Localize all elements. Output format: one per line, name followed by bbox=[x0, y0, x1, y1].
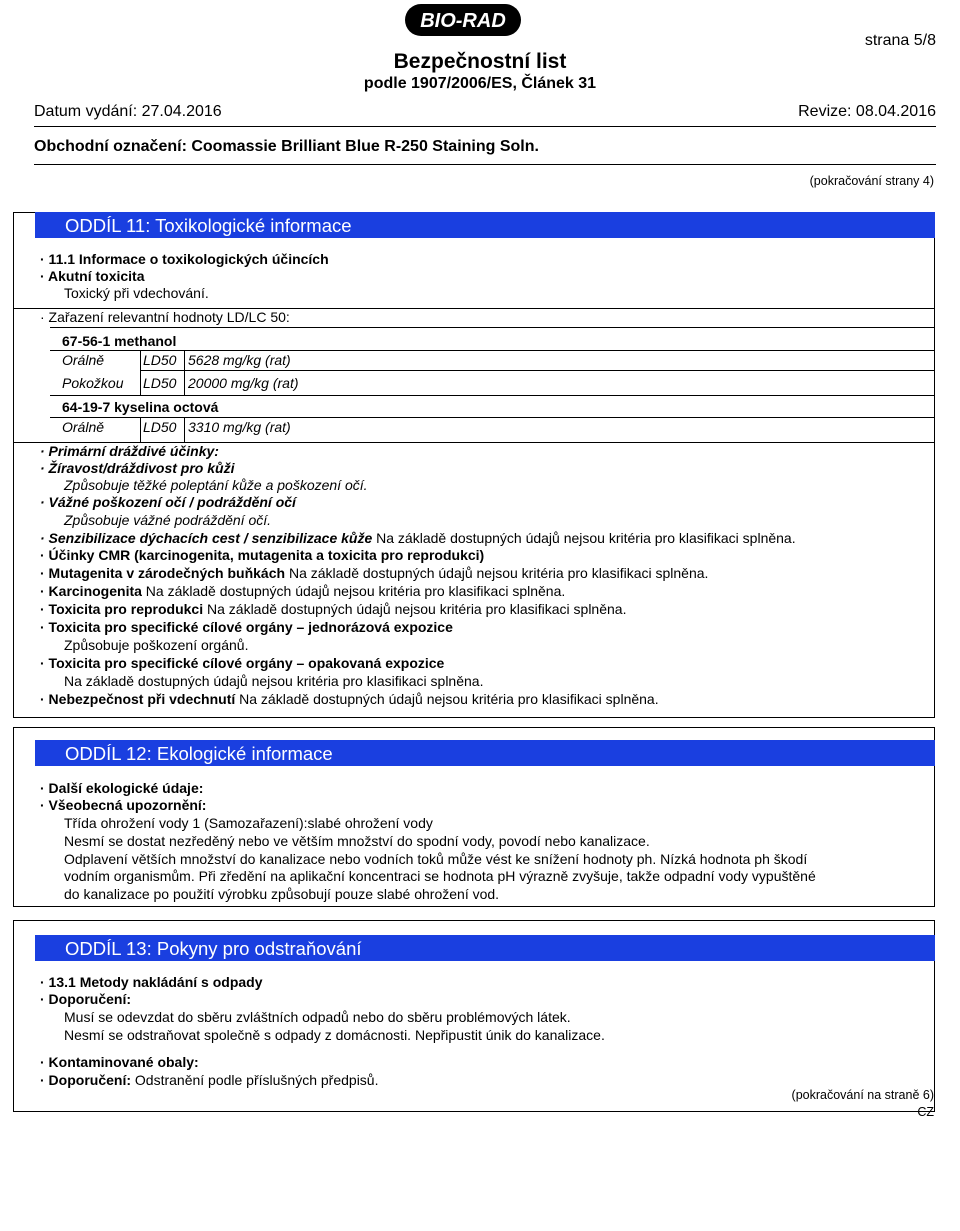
s11-text: Na základě dostupných údajů nejsou kritéria pro klasifikaci splněna. bbox=[203, 601, 627, 617]
value-cell: 5628 mg/kg (rat) bbox=[188, 352, 291, 368]
s13-label: · Doporučení: bbox=[40, 1072, 131, 1088]
s11-label: · Nebezpečnost při vdechnutí bbox=[40, 691, 236, 707]
s11-line: · Žíravost/dráždivost pro kůži bbox=[40, 460, 235, 476]
table-divider bbox=[50, 350, 935, 351]
s11-line: · Toxicita pro specifické cílové orgány – jednorázová expozice bbox=[40, 619, 453, 635]
s11-line bbox=[40, 565, 708, 581]
bio-rad-logo bbox=[404, 3, 522, 37]
s11-line: Na základě dostupných údajů nejsou kritéria pro klasifikaci splněna. bbox=[64, 673, 484, 689]
route-cell: Pokožkou bbox=[62, 375, 124, 391]
s12-line: · Všeobecná upozornění: bbox=[40, 797, 207, 813]
continued-on: (pokračování na straně 6) bbox=[791, 1088, 934, 1102]
language-code: CZ bbox=[917, 1105, 934, 1119]
value-cell: 20000 mg/kg (rat) bbox=[188, 375, 299, 391]
s11-line: · Primární dráždivé účinky: bbox=[40, 443, 219, 459]
s12-line: Třída ohrožení vody 1 (Samozařazení):slabé ohrožení vody bbox=[64, 815, 433, 831]
product-name: Obchodní označení: Coomassie Brilliant Blue R-250 Staining Soln. bbox=[34, 138, 539, 155]
section-12-title: ODDÍL 12: Ekologické informace bbox=[35, 740, 935, 766]
type-cell: LD50 bbox=[143, 419, 177, 435]
page-number: strana 5/8 bbox=[864, 32, 936, 49]
document-header bbox=[0, 0, 960, 170]
toxicity-table-title: · Zařazení relevantní hodnoty LD/LC 50: bbox=[40, 309, 290, 325]
s11-text: Na základě dostupných údajů nejsou kritéria pro klasifikaci splněna. bbox=[372, 530, 796, 546]
s12-line: do kanalizace po použití výrobku způsobují pouze slabé ohrožení vod. bbox=[64, 886, 500, 902]
s11-line bbox=[40, 601, 626, 617]
s11-line: Způsobuje těžké poleptání kůže a poškození očí. bbox=[64, 477, 368, 493]
s11-line bbox=[40, 583, 565, 599]
header-divider bbox=[34, 164, 936, 165]
s11-line: · 11.1 Informace o toxikologických účincích bbox=[40, 251, 329, 267]
s11-text: Na základě dostupných údajů nejsou kritéria pro klasifikaci splněna. bbox=[285, 565, 709, 581]
s13-line: Nesmí se odstraňovat společně s odpady z domácnosti. Nepřipustit únik do kanalizace. bbox=[64, 1027, 605, 1043]
s13-line: · Doporučení: bbox=[40, 991, 131, 1007]
substance-methanol: 67-56-1 methanol bbox=[62, 333, 177, 349]
s13-line bbox=[40, 1072, 378, 1088]
table-divider bbox=[50, 417, 935, 418]
s11-label: · Karcinogenita bbox=[40, 583, 142, 599]
s11-line bbox=[40, 691, 659, 707]
s11-line: · Vážné poškození očí / podráždění očí bbox=[40, 494, 296, 510]
s11-line bbox=[40, 530, 796, 546]
value-cell: 3310 mg/kg (rat) bbox=[188, 419, 291, 435]
s13-text: Odstranění podle příslušných předpisů. bbox=[131, 1072, 379, 1088]
s12-line: Odplavení větších množství do kanalizace nebo vodních toků může vést ke snížení hodnoty ph. Nízká hodnota ph škodí bbox=[64, 851, 808, 867]
s13-line: Musí se odevzdat do sběru zvláštních odpadů nebo do sběru problémových látek. bbox=[64, 1009, 571, 1025]
s11-text: Na základě dostupných údajů nejsou kritéria pro klasifikaci splněna. bbox=[141, 583, 566, 599]
s13-line: · Kontaminované obaly: bbox=[40, 1054, 199, 1070]
document-subtitle: podle 1907/2006/ES, Článek 31 bbox=[363, 75, 597, 92]
table-divider bbox=[184, 417, 185, 443]
issue-date: Datum vydání: 27.04.2016 bbox=[34, 103, 222, 120]
section-11-title: ODDÍL 11: Toxikologické informace bbox=[35, 212, 935, 238]
s11-label: · Senzibilizace dýchacích cest / senzibilizace kůže bbox=[40, 530, 373, 546]
table-divider bbox=[140, 370, 935, 371]
section-13-title: ODDÍL 13: Pokyny pro odstraňování bbox=[35, 935, 935, 961]
s11-line: Způsobuje poškození orgánů. bbox=[64, 637, 249, 653]
s12-line: · Další ekologické údaje: bbox=[40, 780, 204, 796]
substance-acetic-acid: 64-19-7 kyselina octová bbox=[62, 399, 219, 415]
s11-label: · Toxicita pro reprodukci bbox=[40, 601, 204, 617]
s11-text: Na základě dostupných údajů nejsou kritéria pro klasifikaci splněna. bbox=[235, 691, 659, 707]
continued-from: (pokračování strany 4) bbox=[809, 174, 934, 188]
table-divider bbox=[184, 350, 185, 395]
table-divider bbox=[50, 327, 935, 328]
svg-text:BIO-RAD: BIO-RAD bbox=[420, 10, 506, 32]
s11-line: Toxický při vdechování. bbox=[64, 285, 209, 301]
s12-line: vodním organismům. Při zředění na aplikační koncentraci se hodnota pH výrazně zvyšuje, takže odpadní vody vypuštěné bbox=[64, 868, 816, 884]
header-divider bbox=[34, 126, 936, 127]
s13-line: · 13.1 Metody nakládání s odpady bbox=[40, 974, 263, 990]
type-cell: LD50 bbox=[143, 375, 177, 391]
table-divider bbox=[140, 350, 141, 395]
s12-line: Nesmí se dostat nezředěný nebo ve větším množství do spodní vody, povodí nebo kanalizace. bbox=[64, 833, 650, 849]
s11-line: Způsobuje vážné podráždění očí. bbox=[64, 512, 272, 528]
route-cell: Orálně bbox=[62, 419, 105, 435]
s11-line: · Účinky CMR (karcinogenita, mutagenita a toxicita pro reprodukci) bbox=[40, 547, 485, 563]
revision-date: Revize: 08.04.2016 bbox=[798, 103, 936, 120]
s11-label: · Mutagenita v zárodečných buňkách bbox=[40, 565, 286, 581]
table-divider bbox=[140, 417, 141, 443]
s11-line: · Toxicita pro specifické cílové orgány – opakovaná expozice bbox=[40, 655, 445, 671]
route-cell: Orálně bbox=[62, 352, 105, 368]
type-cell: LD50 bbox=[143, 352, 177, 368]
s11-line: · Akutní toxicita bbox=[40, 268, 145, 284]
table-divider bbox=[50, 395, 935, 396]
document-title: Bezpečnostní list bbox=[393, 50, 567, 73]
